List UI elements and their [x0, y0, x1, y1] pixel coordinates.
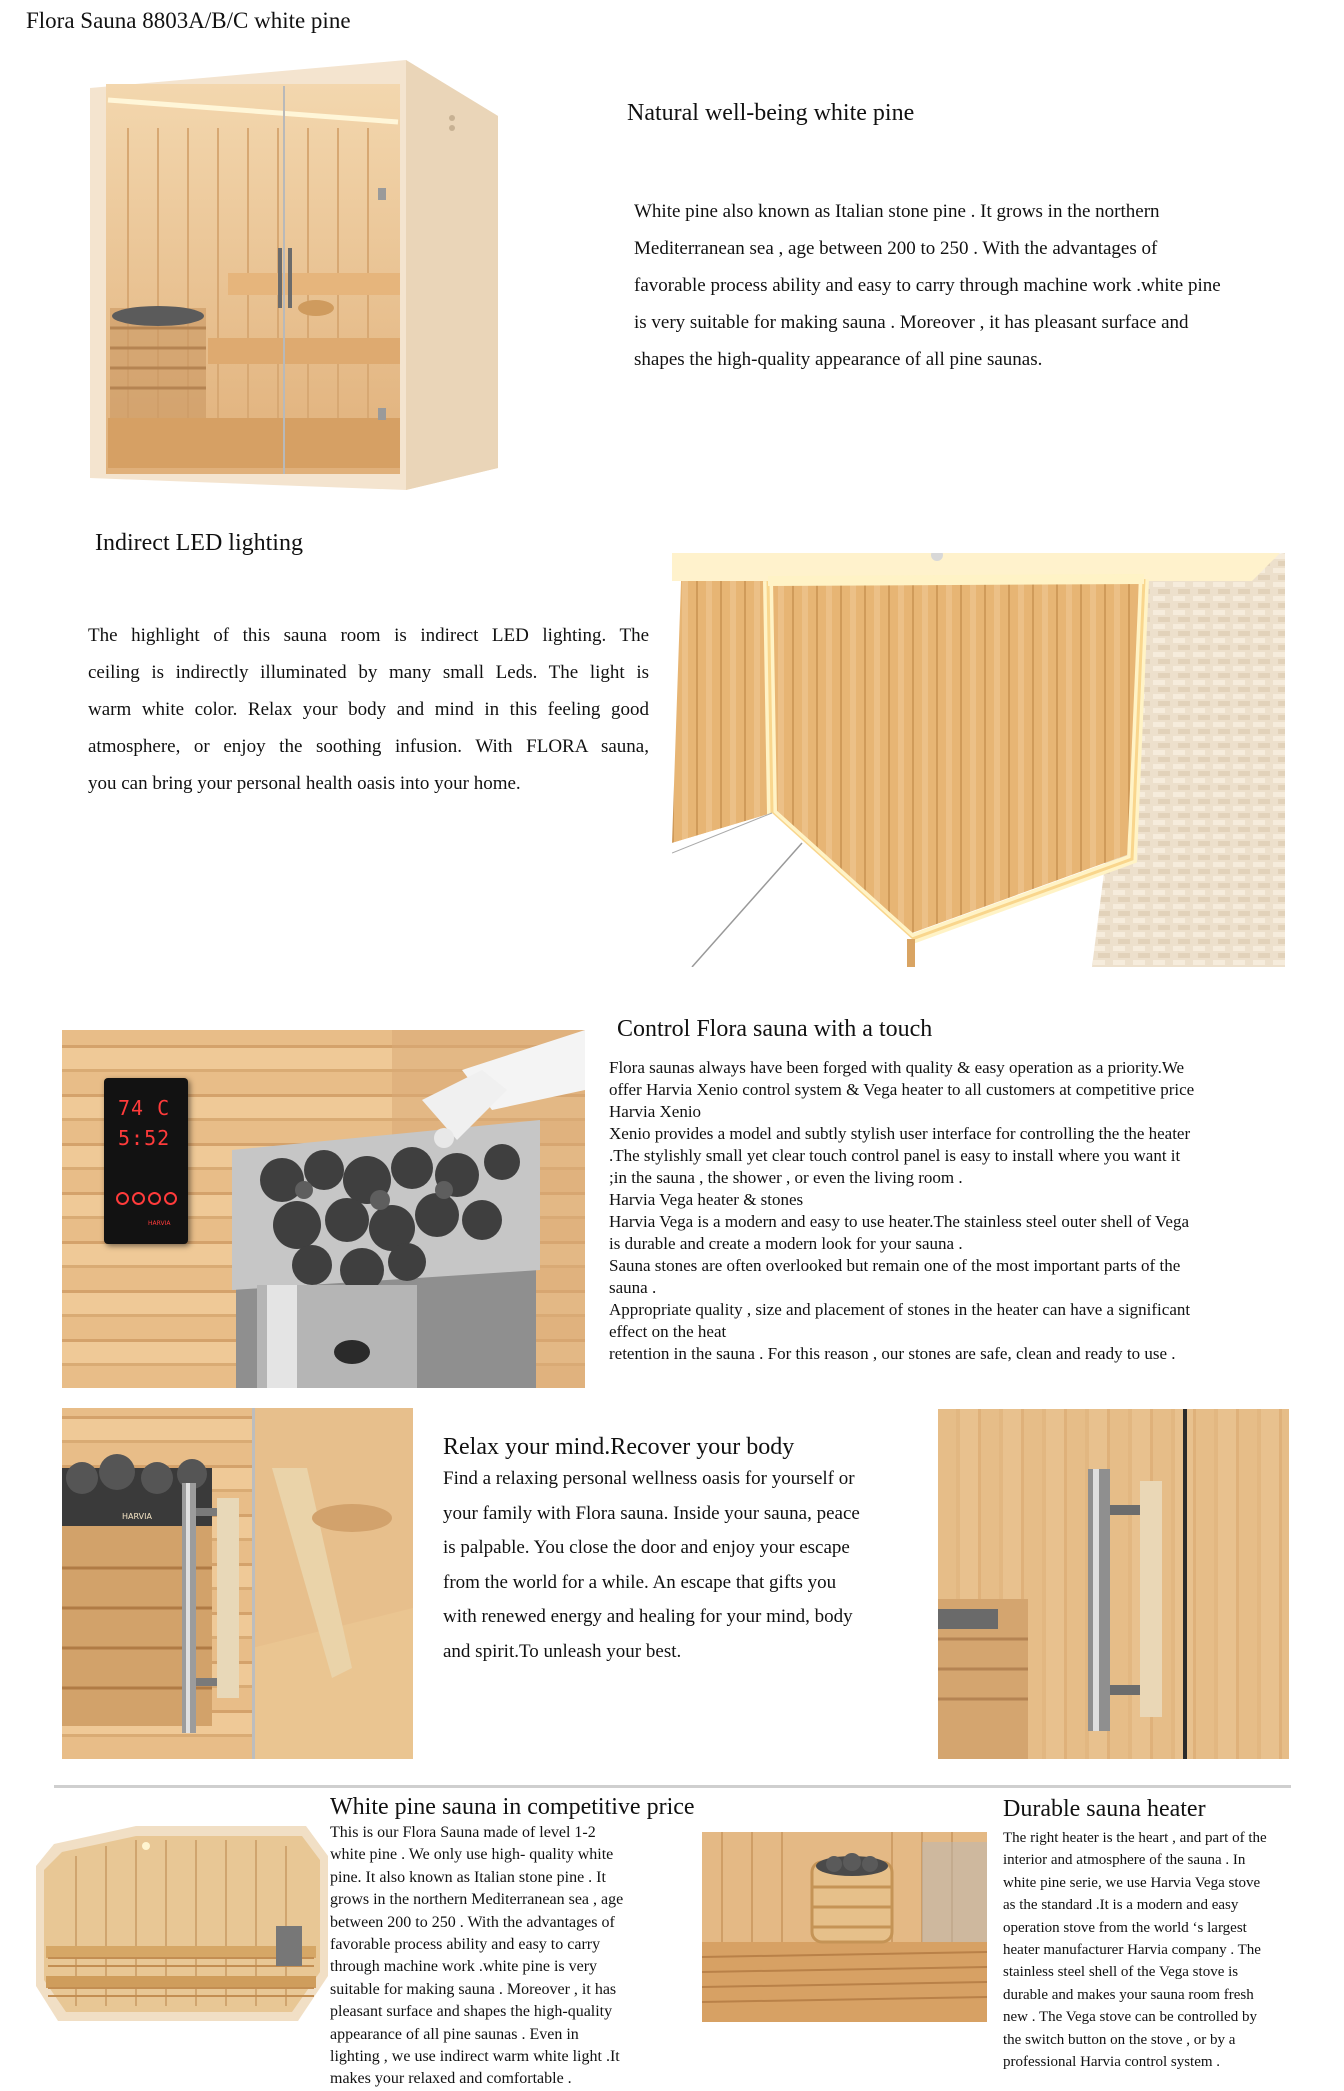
heater-text: The right heater is the heart , and part of the interior and atmosphere of the sauna . In white pine serie, we use Harvia Vega stove as the standard .It is a modern and easy operation stove from the world ‘s largest heater manufacturer Harvia company . The stainless steel shell of the Vega stove is durable and makes your sauna room fresh new . The Vega stove can be controlled by the switch button on the stove , or by a professional Harvia control system .: [1003, 1830, 1267, 2071]
white-pine-heading: Natural well-being white pine: [627, 100, 915, 126]
menu-button-icon: [164, 1192, 177, 1205]
relax-text: Find a relaxing personal wellness oasis for yourself or your family with Flora sauna. Inside your sauna, peace is palpable. You close the door and enjoy your escape from the world for a while. An escape that gifts you with renewed energy and healing for your mind, body and spirit.To unleash your best.: [443, 1468, 860, 1662]
control-text: Flora saunas always have been forged with quality & easy operation as a priority.We offer Harvia Xenio control system & Vega heater to all customers at competitive price Harvia Xenio Xenio provides a model and subtly stylish user interface for controlling the the heater .The stylishly small yet clear touch control panel is easy to install where you want it ;in the sauna , the shower , or even the living room . Harvia Vega heater & stones Harvia Vega is a modern and easy to use heater.The stainless steel outer shell of Vega is durable and create a modern look for your sauna . Sauna stones are often overlooked but remain one of the most important parts of the sauna . Appropriate quality , size and placement of stones in the heater can have a significant effect on the heat retention in the sauna . For this reason , our stones are safe, clean and ready to use .: [609, 1058, 1195, 1363]
led-ceiling-photo: [672, 553, 1285, 967]
door-handle-photo: [938, 1409, 1289, 1759]
control-heading: Control Flora sauna with a touch: [617, 1016, 933, 1042]
panel-time: 5:52: [118, 1126, 171, 1150]
section-divider: [54, 1785, 1291, 1788]
white-pine-text: White pine also known as Italian stone pine . It grows in the northern Mediterranean sea , age between 200 to 250 . With the advantages of favorable process ability and easy to carry through machine work .white pine is very suitable for making sauna . Moreover , it has pleasant surface and shapes the high-quality appearance of all pine saunas.: [634, 201, 1221, 370]
heater-handle-photo: [62, 1408, 413, 1759]
panel-buttons: [114, 1188, 180, 1208]
panel-brand-label: HARVIA: [148, 1220, 171, 1227]
light-button-icon: [132, 1192, 145, 1205]
relax-heading: Relax your mind.Recover your body: [443, 1434, 795, 1460]
heater-bench-photo: [702, 1832, 987, 2022]
led-heading: Indirect LED lighting: [95, 530, 303, 556]
price-text: This is our Flora Sauna made of level 1-2 white pine . We only use high- quality white pine. It also known as Italian stone pine . It grows in the northern Mediterranean sea , age between 200 to 250 . With the advantages of favorable process ability and easy to carry through machine work .white pine is very suitable for making sauna . Moreover , it has pleasant surface and shapes the high-quality appearance of all pine saunas . Even in lighting , we use indirect warm white light .It makes your relaxed and comfortable .: [330, 1824, 624, 2088]
panel-temperature: 74 C: [118, 1096, 171, 1120]
corner-sauna-photo: [36, 1826, 328, 2021]
sauna-cabin-photo: [88, 58, 498, 490]
xenio-control-panel: [104, 1078, 188, 1244]
page-title: Flora Sauna 8803A/B/C white pine: [26, 8, 351, 33]
price-heading: White pine sauna in competitive price: [330, 1794, 695, 1820]
fan-button-icon: [148, 1192, 161, 1205]
heater-brand-label: HARVIA: [122, 1512, 152, 1521]
control-panel-heater-photo: [62, 1030, 585, 1388]
led-text: The highlight of this sauna room is indirect LED lighting. The ceiling is indirectly illuminated by many small Leds. The light is warm white color. Relax your body and mind in this feeling good atmosphere, or enjoy the soothing infusion. With FLORA sauna, you can bring your personal health oasis into your home.: [88, 625, 649, 794]
heater-heading: Durable sauna heater: [1003, 1796, 1206, 1822]
power-button-icon: [116, 1192, 129, 1205]
